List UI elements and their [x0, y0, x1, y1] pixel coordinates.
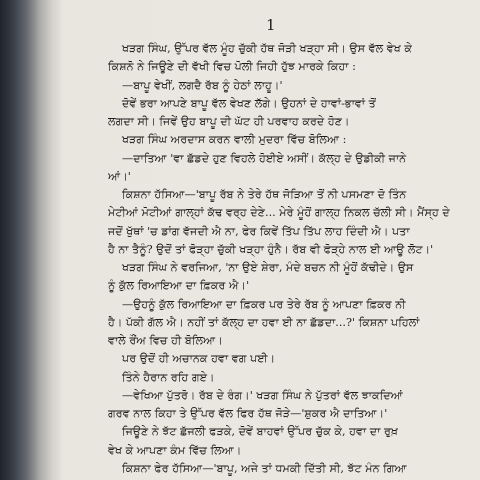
text-line: ਜਦੋਂ ਖੁੱਥਾਂ 'ਚ ਡਾਂਗ ਵੱਜਦੀ ਐ ਨਾ, ਫੇਰ ਕਿਵੇਂ ਤਿੱਪ ਤਿੱਪ ਲਾਹ ਦਿੰਦੀ ਐ। ਪਤਾ [108, 224, 410, 238]
text-line: ਹੈ ਨਾ ਤੈਨੂੰ? ਉਦੋਂ ਤਾਂ ਫੋੜ੍ਹਾ ਚੁੱਕੀ ਖੜ੍ਹਾ ਹੁੰਨੈ। ਰੱਬ ਵੀ ਫੋੜ੍ਹੇ ਨਾਲ ਈ ਆਊ ਲੋਟ।' [108, 242, 434, 256]
gutter-shadow [0, 0, 64, 480]
text-line: ਕਿਸ਼ਨਾ ਹੱਸਿਆ—'ਬਾਪੂ ਰੱਬ ਨੇ ਤੇਰੇ ਹੱਥ ਜੋੜਿਆ ਤੋਂ ਨੀ ਪਸਮਣਾ ਦੋ ਤਿੰਨ [122, 188, 407, 201]
text-line: ਕਿਸ਼ਨੋ ਨੇ ਜਿਊਣੇ ਦੀ ਵੱਖੀ ਵਿਚ ਪੋਲੀ ਜਿਹੀ ਹੁੱਝ ਮਾਰਕੇ ਕਿਹਾ : [108, 60, 356, 74]
text-line: ਮੇਟੀਆਂ ਮੋਟੀਆਂ ਗਾਲ੍ਹਾਂ ਕੱਢ ਵਰ੍ਹ ਦੇਣੇ... ਮੇਰੇ ਮੂੰਹੋਂ ਗਾਲ੍ਹ ਨਿਕਲ ਚੱਲੀ ਸੀ। ਮੈਂਸ੍ਹ ਦੇ [108, 206, 450, 220]
text-line: —ਦਾਤਿਆ 'ਵਾ ਛੱਡਦੇ ਹੁਣ ਵਿਹਲੇ ਹੋਈਏ ਅਸੀਂ। ਕੱਲ੍ਹ ਦੇ ਉਡੀਕੀ ਜਾਨੇ [122, 151, 407, 165]
page-number: 1 [265, 16, 277, 34]
text-line: ਨੂੰ ਕੁੱਲ ਰਿਆਇਆ ਦਾ ਫ਼ਿਕਰ ਐ।' [108, 279, 250, 293]
text-line: ਦੋਵੇਂ ਭਰਾ ਆਪਣੇ ਬਾਪੂ ਵੱਲ ਵੇਖਣ ਲੱਗੇ। ਉਹਨਾਂ ਦੇ ਹਾਵਾਂ-ਭਾਵਾਂ ਤੋਂ [122, 96, 376, 110]
text-line: ਜਿਊਣੇ ਨੇ ਝੱਟ ਛੱਜਲੀ ਫੜਕੇ, ਦੋਵੇਂ ਬਾਹਵਾਂ ਉੱਪਰ ਚੁੱਕ ਕੇ, ਹਵਾ ਦਾ ਰੁਖ਼ [122, 425, 399, 439]
text-line: ਕਿਸ਼ਨਾ ਫੇਰ ਹੱਸਿਆ—'ਬਾਪੂ, ਅਜੇ ਤਾਂ ਧਮਕੀ ਦਿੱਤੀ ਸੀ, ਝੱਟ ਮੰਨ ਗਿਆ [122, 461, 407, 475]
text-line: ਖੜਗ ਸਿੰਘ ਅਰਦਾਸ ਕਰਨ ਵਾਲੀ ਮੁਦਰਾ ਵਿੱਚ ਬੋਲਿਆ : [122, 133, 347, 147]
text-line: ਵਾਲੇ ਰੌਂਅ ਵਿਚ ਹੀ ਬੋਲਿਆ। [108, 334, 223, 347]
text-line: ਖੜਗ ਸਿੰਘ, ਉੱਪਰ ਵੱਲ ਮੂੰਹ ਚੁੱਕੀ ਹੱਥ ਜੋੜੀ ਖੜ੍ਹਾ ਸੀ। ਉਸ ਵੱਲ ਵੇਖ ਕੇ [122, 42, 413, 55]
text-line: ਖੜਗ ਸਿੰਘ ਨੇ ਵਰਜਿਆ, 'ਨਾ ਉਏ ਸ਼ੇਰਾ, ਮੰਦੇ ਬਚਨ ਨੀ ਮੂੰਹੋਂ ਕੱਢੀਦੇ। ਉਸ [122, 261, 414, 274]
text-line: ਲਗਦਾ ਸੀ। ਜਿਵੇਂ ਉਹ ਬਾਪੂ ਦੀ ਘੱਟ ਹੀ ਪਰਵਾਹ ਕਰਦੇ ਹੋਣ। [108, 115, 350, 128]
text-line: —ਬਾਪੂ ਵੇਖੀਂ, ਲਗਦੈ ਰੱਬ ਨੂੰ ਹੇਠਾਂ ਲਾਹੂ।' [122, 78, 283, 92]
text-line: ਹੈ। ਪੱਕੀ ਗੱਲ ਐ। ਨਹੀਂ ਤਾਂ ਕੱਲ੍ਹ ਦਾ ਹਵਾ ਈ ਨਾ ਛੱਡਦਾ...?' ਕਿਸ਼ਨਾ ਪਹਿਲਾਂ [108, 315, 420, 329]
text-line: —ਵੇਖਿਆ ਪੁੱਤਰੋ। ਰੱਬ ਦੇ ਰੰਗ।' ਖੜਗ ਸਿੰਘ ਨੇ ਪੁੱਤਰਾਂ ਵੱਲ ਝਾਕਦਿਆਂ [122, 388, 403, 402]
text-line: —ਉਹਨੂੰ ਕੁੱਲ ਰਿਆਇਆ ਦਾ ਫ਼ਿਕਰ ਪਰ ਤੇਰੇ ਰੱਬ ਨੂੰ ਆਪਣਾ ਫ਼ਿਕਰ ਨੀ [122, 297, 406, 311]
text-line: ਤਿੰਨੇ ਹੈਰਾਨ ਰਹਿ ਗਏ। [122, 370, 215, 384]
body-text [108, 40, 474, 478]
text-line: ਆਂ।' [108, 169, 131, 183]
text-line: ਪਰ ਉਦੋਂ ਹੀ ਅਚਾਨਕ ਹਵਾ ਵਗ ਪਈ। [122, 352, 276, 366]
text-line: ਗਰਵ ਨਾਲ ਕਿਹਾ ਤੇ ਉੱਪਰ ਵੱਲ ਫਿਰ ਹੱਥ ਜੋੜੇ—'ਸ਼ੁਕਰ ਐ ਦਾਤਿਆ।' [108, 407, 388, 420]
text-line: ਵੇਖ ਕੇ ਆਪਣਾ ਕੰਮ ਵਿੱਚ ਲਿਆ। [108, 443, 242, 457]
book-page [62, 0, 480, 480]
